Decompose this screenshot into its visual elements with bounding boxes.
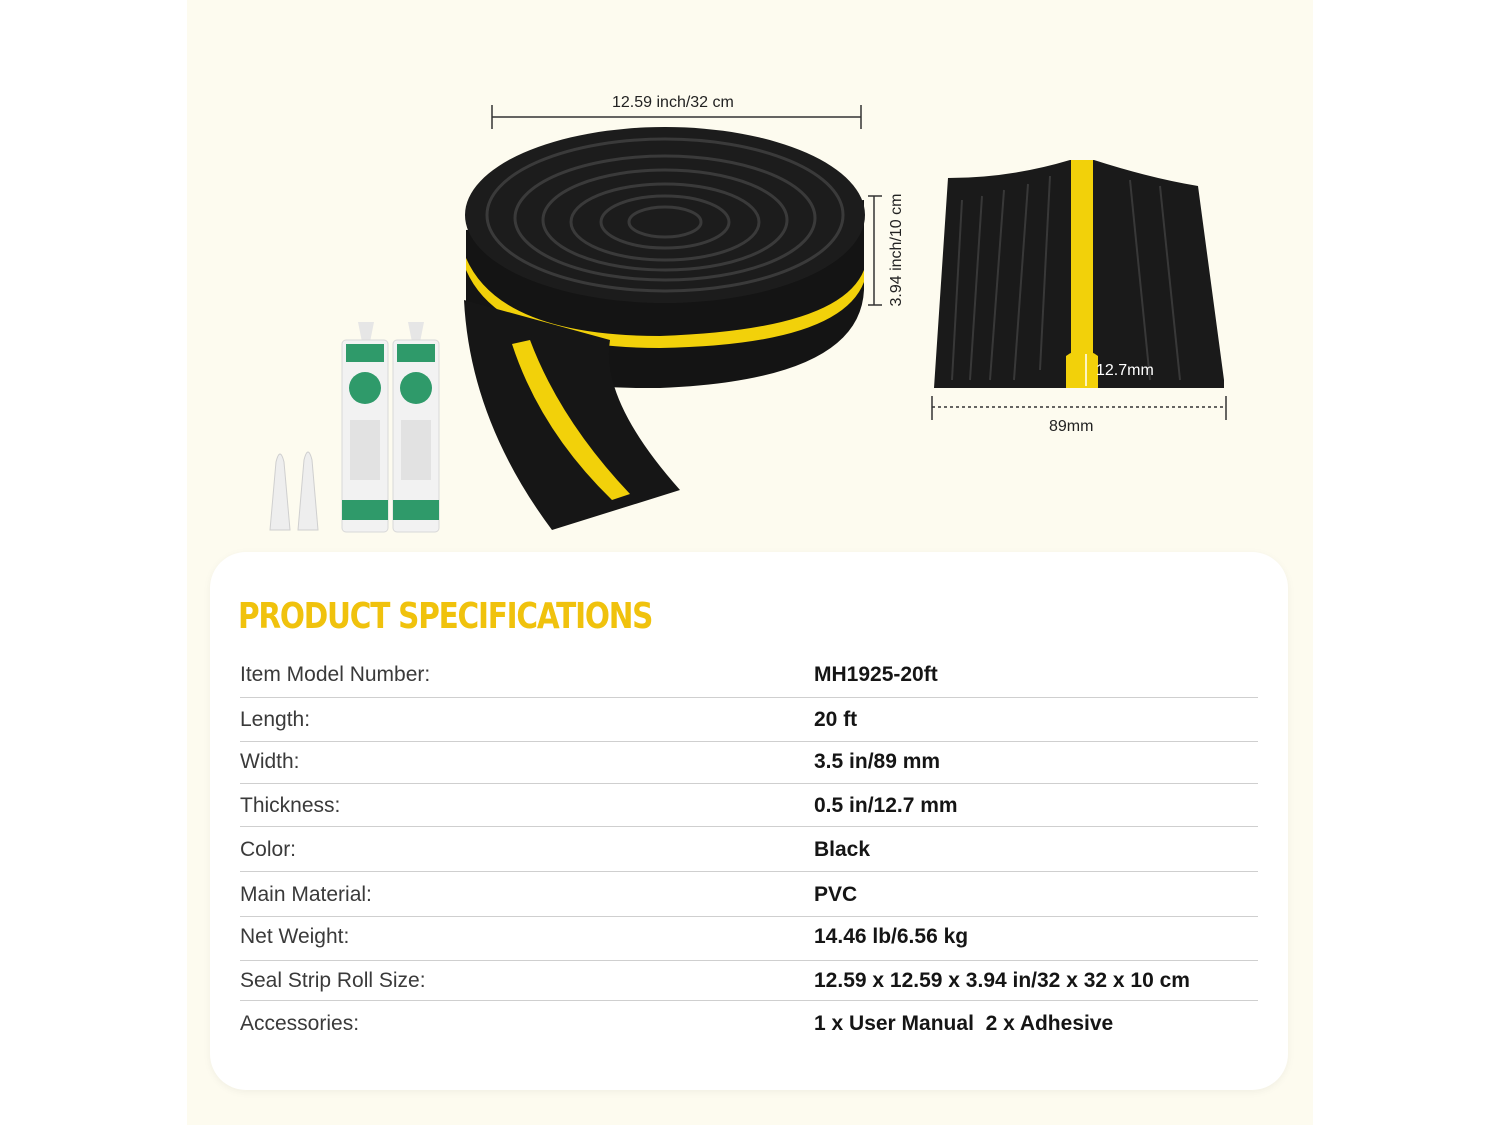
spec-key: Main Material: (240, 883, 372, 906)
rubber-roll-icon (464, 127, 865, 530)
spec-value: PVC (814, 883, 858, 906)
spec-divider (240, 826, 1258, 827)
spec-row (240, 1012, 1258, 1056)
sealant-tube-icon (342, 322, 388, 532)
spec-row (240, 969, 1258, 1013)
spec-value: 1 x User Manual 2 x Adhesive (814, 1012, 1114, 1035)
spec-divider (240, 916, 1258, 917)
spec-row (240, 925, 1258, 969)
specifications-title: PRODUCT SPECIFICATIONS (238, 596, 653, 637)
profile-width-label: 89mm (1049, 418, 1094, 435)
profile-thickness-label: 12.7mm (1096, 362, 1154, 379)
profile-cross-section-icon (934, 160, 1224, 388)
roll-width-label: 12.59 inch/32 cm (612, 94, 734, 111)
spec-row (240, 794, 1258, 838)
spec-key: Seal Strip Roll Size: (240, 969, 426, 992)
roll-height-label: 3.94 inch/10 cm (888, 193, 905, 307)
spec-row (240, 750, 1258, 794)
product-illustration (0, 0, 1500, 560)
sealant-tube-icon (393, 322, 439, 532)
spec-row (240, 838, 1258, 882)
spec-divider (240, 697, 1258, 698)
spec-divider (240, 960, 1258, 961)
spec-divider (240, 783, 1258, 784)
spec-divider (240, 871, 1258, 872)
spec-value: MH1925-20ft (814, 663, 938, 686)
spec-divider (240, 1000, 1258, 1001)
spec-key: Item Model Number: (240, 663, 431, 686)
nozzle-icon (270, 452, 318, 530)
spec-value: 20 ft (814, 708, 858, 731)
spec-key: Accessories: (240, 1012, 360, 1035)
spec-row (240, 708, 1258, 752)
spec-value: 3.5 in/89 mm (814, 750, 941, 773)
spec-key: Thickness: (240, 794, 341, 817)
spec-value: Black (814, 838, 871, 861)
spec-value: 14.46 lb/6.56 kg (814, 925, 969, 948)
spec-key: Length: (240, 708, 311, 731)
spec-key: Net Weight: (240, 925, 350, 948)
profile-width-dimension-line (932, 396, 1226, 420)
spec-key: Color: (240, 838, 297, 861)
spec-key: Width: (240, 750, 300, 773)
spec-row (240, 663, 1258, 707)
spec-value: 0.5 in/12.7 mm (814, 794, 958, 817)
roll-height-dimension-line (868, 196, 882, 305)
spec-value: 12.59 x 12.59 x 3.94 in/32 x 32 x 10 cm (814, 969, 1190, 992)
spec-row (240, 883, 1258, 927)
spec-divider (240, 741, 1258, 742)
